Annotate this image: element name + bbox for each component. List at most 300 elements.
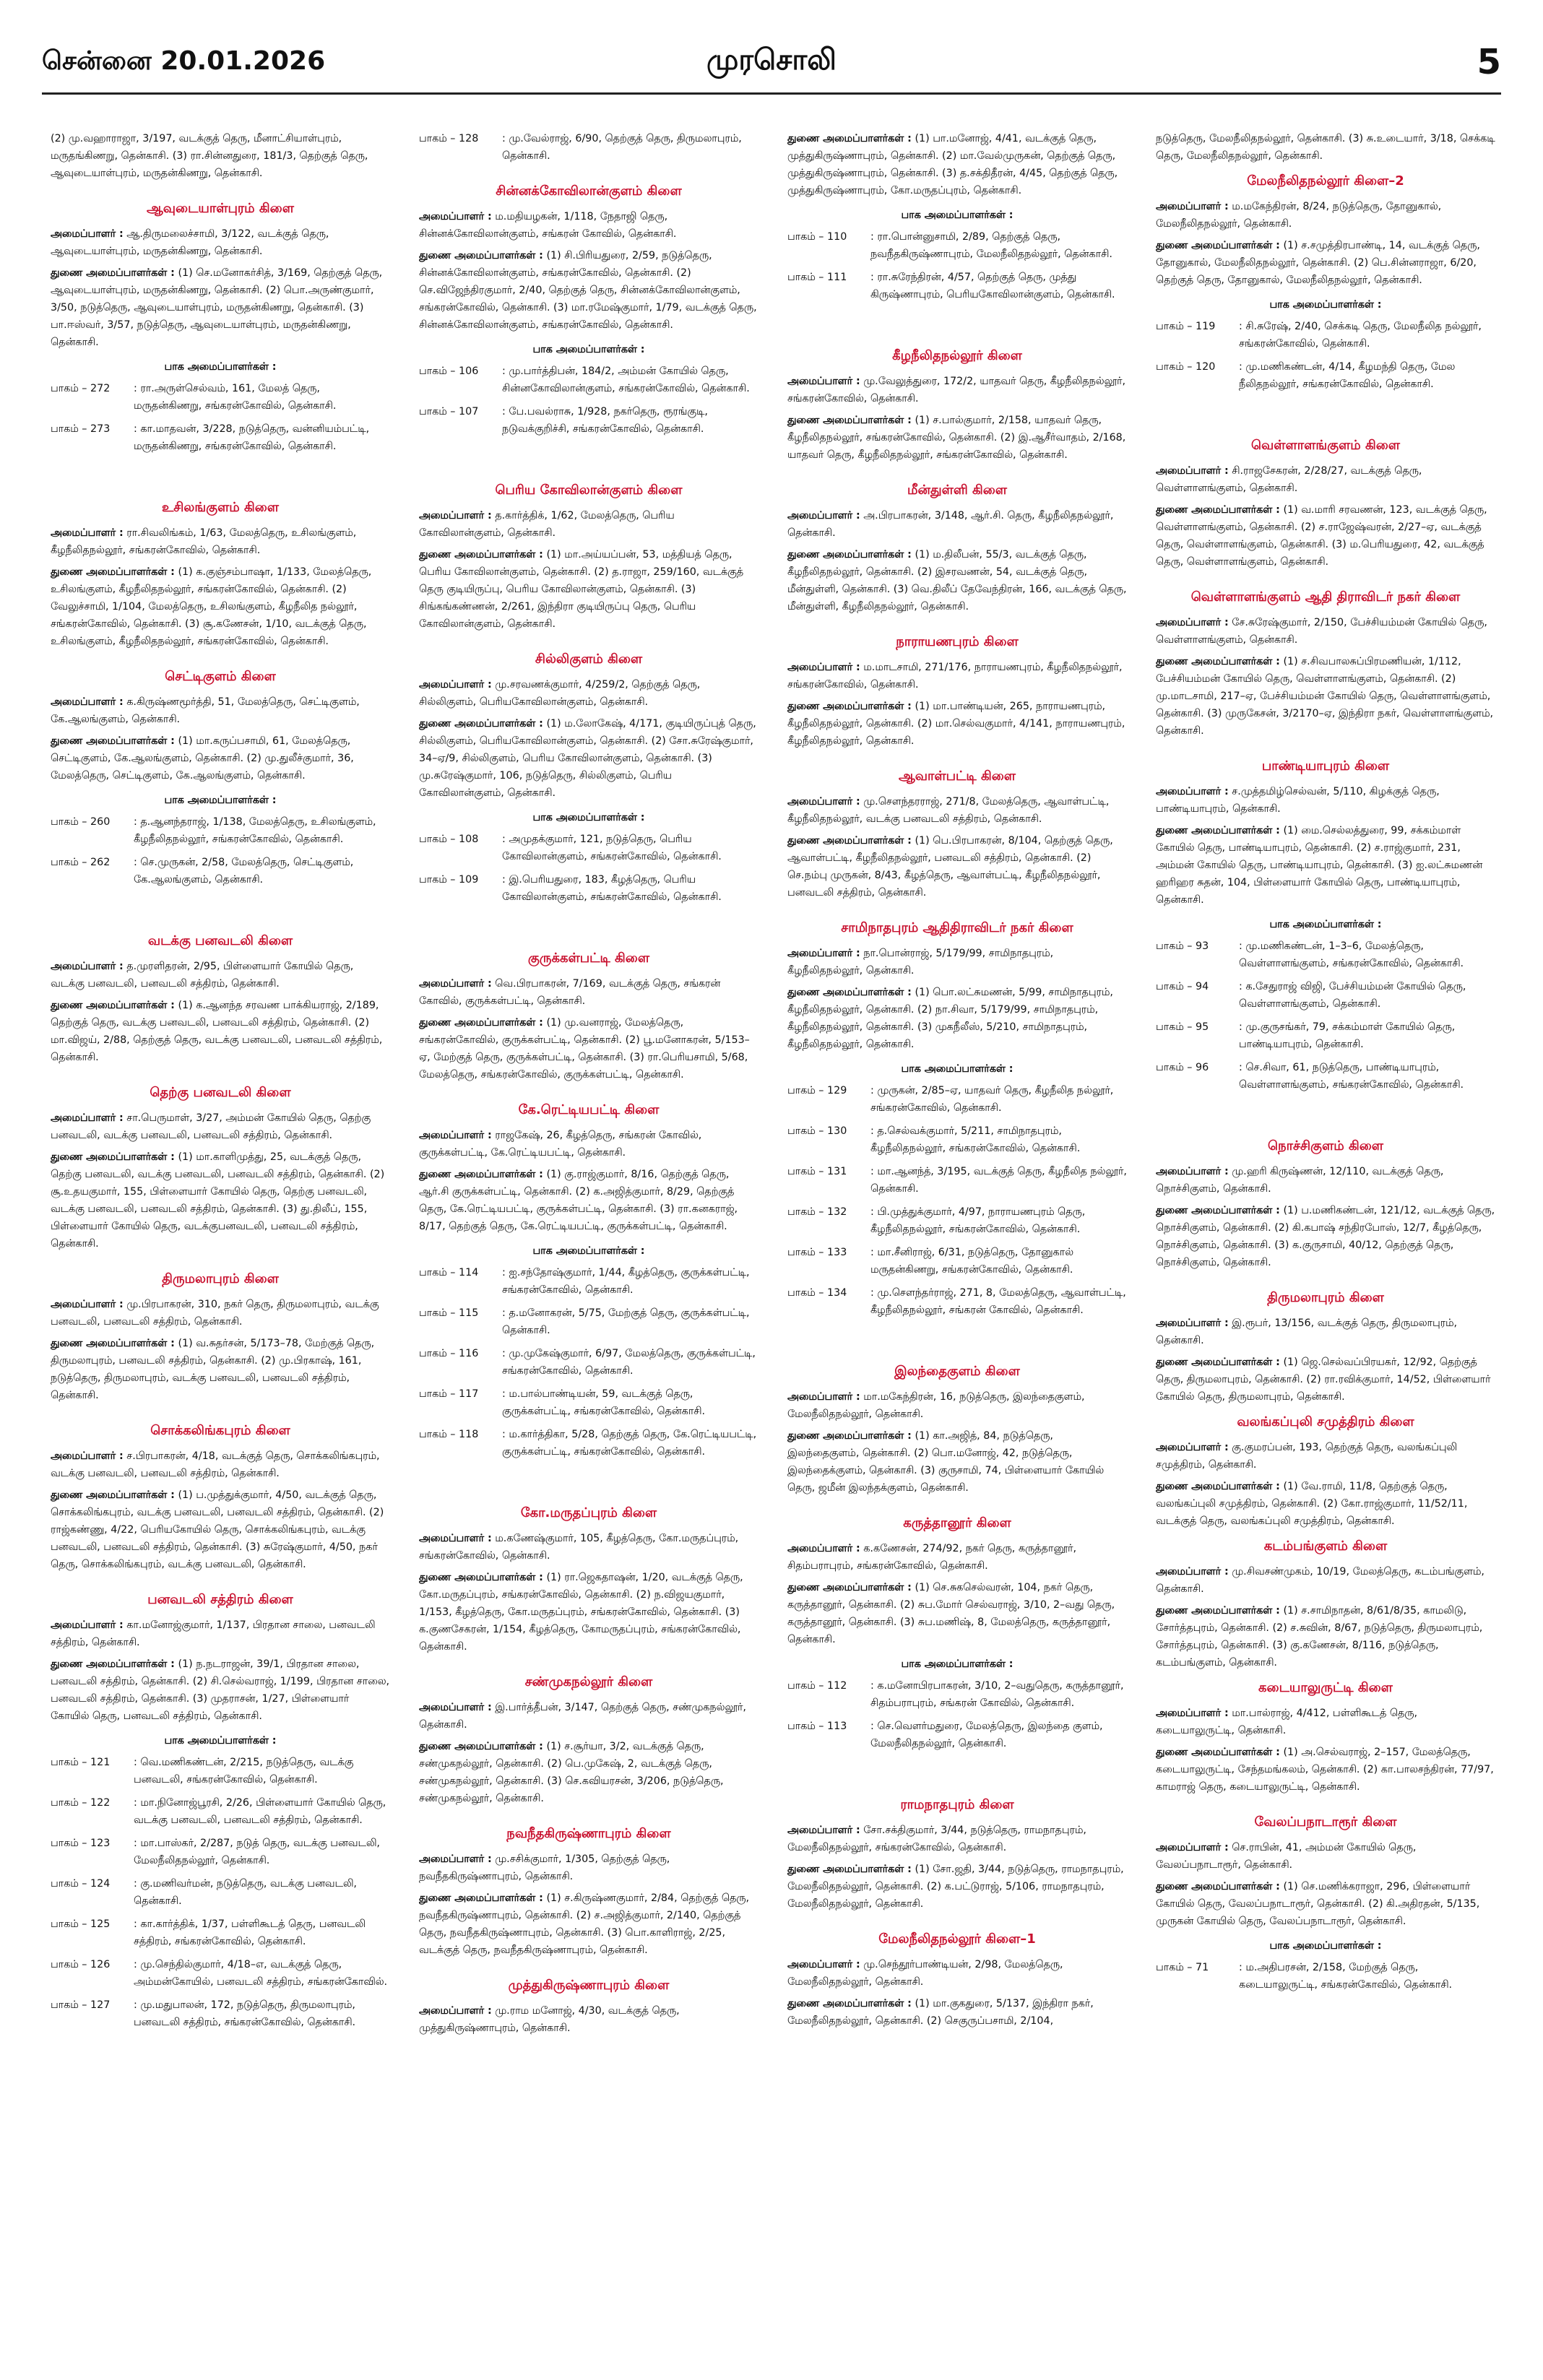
deputy-label: துணை அமைப்பாளர்கள் : (51, 1000, 175, 1011)
section-organizers-heading: பாக அமைப்பாளர்கள் : (901, 209, 1013, 221)
section-organizer: : கா.மாதவன், 3/228, நடுத்தெரு, வன்னியம்பட்டி, மருதன்கிணறு, சங்கரன்கோவில், தென்காசி. (134, 423, 370, 452)
entry-text: மு.சரவணக்குமார், 4/259/2, தெற்குத் தெரு, சில்லிகுளம், பெரியகோவிலான்குளம், தென்காசி. (419, 679, 701, 708)
entry-text: (1) செ.சுகசெல்வரன், 104, நகர் தெரு, கருத்தானூர், தென்காசி. (2) சுப.மோர் செல்வராஜ், 3/10, 2–வது தெரு, கருத்தானூர், தென்காசி. (3) சுப.மணிஷ், 8, மேலத்தெரு, கருத்தானூர், தென்காசி. (787, 1582, 1115, 1645)
spacer (51, 894, 390, 914)
deputy-label: துணை அமைப்பாளர்கள் : (787, 415, 912, 426)
section-organizers-heading: பாக அமைப்பாளர்கள் : (532, 344, 645, 355)
section-organizer: : மு.மதுபாலன், 172, நடுத்தெரு, திருமலாபுரம், பனவடலி சத்திரம், சங்கரன்கோவில், தென்காசி. (134, 1999, 356, 2028)
section-row (419, 403, 758, 438)
deputy-label: துணை அமைப்பாளர்கள் : (419, 718, 543, 730)
organizer-entry (51, 1109, 390, 1144)
organizer-label: அமைப்பாளர் : (787, 948, 860, 959)
deputy-organizers-entry (1156, 501, 1495, 571)
section-organizer: : மா.நினோஜ்பூரசி, 2/26, பிள்ளையார் கோயில் தெரு, வடக்கு பனவடலி, பனவடலி சத்திரம், தென்காசி. (134, 1797, 386, 1826)
entry-text: த.கார்த்திக், 1/62, மேலத்தெரு, பெரிய கோவிலான்குளம், தென்காசி. (419, 510, 675, 539)
organizer-entry (787, 507, 1127, 542)
deputy-organizers-entry (787, 412, 1127, 464)
organizer-label: அமைப்பாளர் : (51, 1112, 124, 1124)
section-number: பாகம் – 108 (419, 834, 479, 845)
section-number: பாகம் – 129 (787, 1085, 847, 1096)
organizer-entry (787, 945, 1127, 979)
section-number: பாகம் – 71 (1156, 1962, 1209, 1973)
entry-text: இ.ரூபர், 13/156, வடக்குத் தெரு, திருமலாபுரம், தென்காசி. (1156, 1317, 1458, 1346)
entry-text: (1) பா.மனோஜ், 4/41, வடக்குத் தெரு, முத்துகிருஷ்ணாபுரம், தென்காசி. (2) மா.வேல்முருகன், தெற்குத் தெரு, முத்துகிருஷ்ணாபுரம், தென்காசி. (3) த.சக்திதீரன், 4/45, தெற்குத் தெரு, முத்துகிருஷ்ணாபுரம், கோ.மருதப்புரம், தென்காசி. (787, 133, 1118, 196)
deputy-label: துணை அமைப்பாளர்கள் : (787, 987, 912, 998)
organizer-label: அமைப்பாளர் : (787, 662, 860, 673)
deputy-organizers-entry (51, 732, 390, 784)
section-number: பாகம் – 106 (419, 365, 479, 377)
branch-heading: சாமிநாதபுரம் ஆதிதிராவிடர் நகர் கிளை (841, 920, 1073, 935)
deputy-organizers-entry (787, 698, 1127, 750)
section-row (51, 1835, 390, 1869)
deputy-organizers-entry (787, 1861, 1127, 1913)
spacer (1156, 399, 1495, 419)
entry-text: (1) மா.குகதுரை, 5/137, இந்திரா நகர், மேலநீலிதநல்லூர், தென்காசி. (2) செகுருப்பசாமி, 2/104, (787, 1998, 1094, 2027)
entry-text: (1) ரா.ஜெகதாஷன், 1/20, வடக்குத் தெரு, கோ.மருதப்புரம், சங்கரன்கோவில், தென்காசி. (2) ந.விஜயகுமார், 1/153, கீழத்தெரு, கோ.மருதப்புரம், சங்கரன்கோவில், தென்காசி. (3) க.குணசேகரன், 1/154, கீழத்தெரு, கோமருதப்புரம், சங்கரன்கோவில், தென்காசி. (419, 1572, 743, 1653)
section-organizer: : மு.முகேஷ்குமார், 6/97, மேலத்தெரு, குருக்கள்பட்டி, சங்கரன்கோவில், தென்காசி. (502, 1348, 756, 1377)
section-row (51, 1956, 390, 1991)
organizer-entry (787, 1822, 1127, 1856)
organizer-entry (1156, 1163, 1495, 1198)
section-row (419, 871, 758, 906)
organizer-label: அமைப்பாளர் : (51, 961, 124, 972)
spacer (51, 461, 390, 481)
branch-heading: வேலப்பநாடாரூர் கிளை (1254, 1814, 1397, 1830)
organizer-entry (1156, 1563, 1495, 1598)
section-organizer: : மு.வேல்ராஜ், 6/90, தெற்குத் தெரு, திருமலாபுரம், தென்காசி. (502, 133, 742, 162)
deputy-organizers-entry (1156, 237, 1495, 289)
deputy-label: துணை அமைப்பாளர்கள் : (1156, 1881, 1280, 1892)
section-number: பாகம் – 122 (51, 1797, 111, 1809)
organizer-entry (419, 2002, 758, 2037)
deputy-label: துணை அமைப்பாளர்கள் : (51, 735, 175, 747)
organizer-entry (419, 507, 758, 542)
entry-text: மா.பால்ராஜ், 4/412, பள்ளிகூடத் தெரு, கடையாலுருட்டி, தென்காசி. (1156, 1708, 1418, 1736)
deputy-label: துணை அமைப்பாளர்கள் : (51, 1151, 175, 1163)
entry-text: (1) ச.சிவபாலசுப்பிரமணியன், 1/112, பேச்சியம்மன் கோயில் தெரு, வெள்ளாளங்குளம், தென்காசி. (2) மு.மாடசாமி, 217–ஏ, பேச்சியம்மன் கோயில் தெரு, வெள்ளாளங்குளம், தென்காசி. (3) முருகேசன், 3/2170–ஏ, இந்திரா நகர், வெள்ளாளங்குளம், தென்காசி. (1156, 656, 1494, 737)
deputy-label: துணை அமைப்பாளர்கள் : (787, 1582, 912, 1593)
organizer-label: அமைப்பாளர் : (51, 696, 124, 708)
section-row (787, 1284, 1127, 1319)
entry-text: ம.கணேஷ்குமார், 105, கீழத்தெரு, கோ.மருதப்புரம், சங்கரன்கோவில், தென்காசி. (419, 1533, 739, 1562)
organizer-entry (787, 1540, 1127, 1575)
organizer-label: அமைப்பாளர் : (1156, 465, 1229, 477)
section-organizer: : இ.பெரியதுரை, 183, கீழத்தெரு, பெரிய கோவிலான்குளம், சங்கரன்கோவில், தென்காசி. (502, 874, 722, 903)
section-organizer: : முருகன், 2/85–ஏ, யாதவர் தெரு, கீழநீலித நல்லூர், சங்கரன்கோவில், தென்காசி. (870, 1085, 1114, 1114)
organizer-entry (1156, 1315, 1495, 1349)
deputy-organizers-entry (787, 1995, 1127, 2030)
section-number: பாகம் – 113 (787, 1721, 847, 1732)
section-organizer: : மா.பாஸ்கர், 2/287, நடுத் தெரு, வடக்கு பனவடலி, மேலநீலிதநல்லூர், தென்காசி. (134, 1838, 380, 1866)
section-organizer: : மா.சீனிராஜ், 6/31, நடுத்தெரு, தோனுகால் மருதன்கிணறு, சங்கரன்கோவில், தென்காசி. (870, 1247, 1073, 1276)
organizer-entry (787, 1956, 1127, 1991)
entry-text: (1) மு.வனராஜ், மேலத்தெரு, சங்கரன்கோவில், குருக்கள்பட்டி, தென்காசி. (2) பூ.மனோகரன், 5/153–ஏ, மேற்குத் தெரு, குருக்கள்பட்டி, தென்காசி. (3) ரா.பெரியசாமி, 5/68, மேலத்தெரு, சங்கரன்கோவில், குருக்கள்பட்டி, தென்காசி. (419, 1017, 750, 1081)
deputy-organizers-entry (419, 1014, 758, 1083)
section-row (51, 1794, 390, 1829)
branch-heading: வெள்ளாளங்குளம் கிளை (1250, 438, 1401, 453)
deputy-label: துணை அமைப்பாளர்கள் : (419, 250, 543, 261)
entry-text: (1) ஜெ.செல்வப்பிரயகர், 12/92, தெற்குத் தெரு, திருமலாபுரம், தென்காசி. (2) ரா.ரவிக்குமார், 14/52, பிள்ளையார் கோயில் தெரு, திருமலாபுரம், தென்காசி. (1156, 1356, 1491, 1403)
entry-text: இ.பார்த்தீபன், 3/147, தெற்குத் தெரு, சண்முகநல்லூர், தென்காசி. (419, 1702, 746, 1731)
deputy-label: துணை அமைப்பாளர்கள் : (1156, 1356, 1280, 1368)
deputy-label: துணை அமைப்பாளர்கள் : (419, 1017, 543, 1029)
section-row (787, 1244, 1127, 1278)
organizer-entry (419, 1851, 758, 1885)
deputy-organizers-entry (51, 563, 390, 650)
entry-text: (1) வே.ராமி, 11/8, தெற்குத் தெரு, வலங்கப்புலி சமுத்திரம், தென்காசி. (2) கோ.ராஜ்குமார், 11/52/11, வடக்குத் தெரு, வலங்கப்புலி சமுத்திரம், தென்காசி. (1156, 1481, 1468, 1527)
entry-text: (1) ம.திலீபன், 55/3, வடக்குத் தெரு, கீழநீலிதநல்லூர், தென்காசி. (2) இசரவணன், 54, வடக்குத் தெரு, மீன்துள்ளி, தென்காசி. (3) வெ.திலீப் தேவேந்திரன், 166, வடக்குத் தெரு, மீன்துள்ளி, கீழநீலிதநல்லூர், தென்காசி. (787, 549, 1127, 613)
section-row (787, 1163, 1127, 1198)
entry-text: சா.பெருமாள், 3/27, அம்மன் கோயில் தெரு, தெற்கு பனவடலி, வடக்கு பனவடலி, பனவடலி சத்திரம், தென்காசி. (51, 1112, 371, 1141)
spacer (419, 443, 758, 464)
section-row (419, 130, 758, 165)
section-row (419, 831, 758, 865)
deputy-label: துணை அமைப்பாளர்கள் : (419, 1741, 543, 1752)
section-organizer: : ரா.அருள்செல்வம், 161, மேலத் தெரு, மருதன்கிணறு, சங்கரன்கோவில், தென்காசி. (134, 383, 337, 412)
section-row (1156, 978, 1495, 1013)
entry-text: (1) மை.செல்லத்துரை, 99, சக்கம்மாள் கோயில் தெரு, பாண்டியாபுரம், தென்காசி. (2) ச.ராஜ்குமார், 231, அம்மன் கோயில் தெரு, பாண்டியாபுரம், தென்காசி. (3) ஐ.லட்சுமணன் ஹரிஹர சுதன், 104, பிள்ளையார் கோயில் தெரு, பாண்டியாபுரம், தென்காசி. (1156, 825, 1483, 906)
organizer-label: அமைப்பாளர் : (419, 510, 492, 522)
entry-text: ம.மகேந்திரன், 8/24, நடுத்தெரு, தோனுகால், மேலநீலிதநல்லூர், தென்காசி. (1156, 201, 1442, 230)
section-number: பாகம் – 132 (787, 1206, 847, 1218)
spacer (787, 1325, 1127, 1345)
organizer-label: அமைப்பாளர் : (1156, 201, 1229, 212)
deputy-organizers-entry (1156, 822, 1495, 909)
section-organizer: : மு.மணிகண்டன், 1–3–6, மேலத்தெரு, வெள்ளாளங்குளம், சங்கரன்கோவில், தென்காசி. (1239, 940, 1464, 969)
branch-heading: கே.ரெட்டியபட்டி கிளை (518, 1102, 660, 1117)
section-number: பாகம் – 93 (1156, 940, 1209, 952)
organizer-entry (419, 676, 758, 711)
entry-text: அ.பிரபாகரன், 3/148, ஆர்.சி. தெரு, கீழநீலிதநல்லூர், தென்காசி. (787, 510, 1114, 539)
organizer-entry (51, 693, 390, 728)
section-number: பாகம் – 121 (51, 1757, 111, 1768)
deputy-organizers-entry (1156, 1478, 1495, 1530)
entry-text: (1) ச.பால்குமார், 2/158, யாதவர் தெரு, கீழநீலிதநல்லூர், சங்கரன்கோவில், தென்காசி. (2) இ.ஆசீர்வாதம், 2/168, யாதவர் தெரு, கீழநீலிதநல்லூர், சங்கரன்கோவில், தென்காசி. (787, 415, 1126, 461)
branch-heading: தெற்கு பனவடலி கிளை (150, 1085, 291, 1100)
section-number: பாகம் – 109 (419, 874, 479, 886)
entry-text: நா.பொன்ராஜ், 5/179/99, சாமிநாதபுரம், கீழநீலிதநல்லூர், தென்காசி. (787, 948, 1054, 977)
section-number: பாகம் – 260 (51, 816, 111, 828)
organizer-label: அமைப்பாளர் : (419, 2005, 492, 2017)
branch-heading: கடையாலுருட்டி கிளை (1258, 1680, 1393, 1695)
organizer-entry (51, 225, 390, 260)
deputy-organizers-entry (787, 546, 1127, 615)
deputy-organizers-entry (787, 1579, 1127, 1648)
entry-text: (1) வ.மாரி சரவணன், 123, வடக்குத் தெரு, வெள்ளாளங்குளம், தென்காசி. (2) ச.ராஜேஷ்வரன், 2/27–ஏ, வடக்குத் தெரு, வெள்ளாளங்குளம், தென்காசி. (3) ம.பெரியதுரை, 42, வடக்குத் தெரு, வெள்ளாளங்குளம், தென்காசி. (1156, 504, 1487, 568)
section-row (51, 420, 390, 455)
deputy-label: துணை அமைப்பாளர்கள் : (787, 701, 912, 712)
section-row (787, 1122, 1127, 1157)
deputy-organizers-entry (787, 984, 1127, 1053)
section-organizer: : க.சேதுராஜ் விஜி, பேச்சியம்மன் கோயில் தெரு, வெள்ளாளங்குளம், தென்காசி. (1239, 981, 1466, 1010)
entry-text: (1) மா.கருப்பசாமி, 61, மேலத்தெரு, செட்டிகுளம், கே.ஆலங்குளம், தென்காசி. (2) மு.துலீச்குமார், 36, மேலத்தெரு, செட்டிகுளம், கே.ஆலங்குளம், தென்காசி. (51, 735, 354, 782)
organizer-entry (419, 1530, 758, 1565)
branch-heading: திருமலாபுரம் கிளை (162, 1271, 279, 1286)
deputy-organizers-entry (787, 832, 1127, 901)
entry-text: (1) ப.முத்துக்குமார், 4/50, வடக்குத் தெரு, சொக்கலிங்கபுரம், வடக்கு பனவடலி, பனவடலி சத்திரம், தென்காசி. (2) ராஜ்கண்ணு, 4/22, பெரியகோயில் தெரு, சொக்கலிங்கபுரம், வடக்கு பனவடலி, பனவடலி சத்திரம், தென்காசி. (3) சுரேஷ்குமார், 4/50, நகர் தெரு, சொக்கலிங்கபுரம், வடக்கு பனவடலி, தென்காசி. (51, 1489, 384, 1570)
branch-heading: ராமநாதபுரம் கிளை (900, 1797, 1014, 1812)
entry-text: (1) ம.லோகேஷ், 4/171, குடியிருப்புத் தெரு, சில்லிகுளம், பெரியகோவிலான்குளம், தென்காசி. (2) சோ.சுரேஷ்குமார், 34–ஏ/9, சில்லிகுளம், பெரிய கோவிலான்குளம், தென்காசி. (3) மு.சுரேஷ்குமார், 106, நடுத்தெரு, சில்லிகுளம், பெரிய கோவிலான்குளம், தென்காசி. (419, 718, 756, 799)
entry-text: மு.சசிக்குமார், 1/305, தெற்குத் தெரு, நவநீதகிருஷ்ணாபுரம், தென்காசி. (419, 1853, 670, 1882)
organizer-label: அமைப்பாளர் : (1156, 1442, 1229, 1453)
spacer (1156, 1099, 1495, 1120)
section-organizer: : ஐ.சந்தோஷ்குமார், 1/44, கீழத்தெரு, குருக்கள்பட்டி, சங்கரன்கோவில், தென்காசி. (502, 1267, 750, 1296)
branch-heading: ஆவுடையாள்புரம் கிளை (147, 201, 294, 216)
section-row (419, 1426, 758, 1461)
deputy-organizers-entry (1156, 1744, 1495, 1796)
deputy-label: துணை அமைப்பாளர்கள் : (1156, 504, 1280, 516)
organizer-entry (1156, 1705, 1495, 1739)
organizer-label: அமைப்பாளர் : (419, 1702, 492, 1713)
section-organizer: : மா.ஆனந்த், 3/195, வடக்குத் தெரு, கீழநீலித நல்லூர், தென்காசி. (870, 1166, 1127, 1195)
deputy-label: துணை அமைப்பாளர்கள் : (787, 549, 912, 561)
branch-heading: மீன்துள்ளி கிளை (907, 483, 1008, 498)
section-number: பாகம் – 131 (787, 1166, 847, 1177)
entry-text: மு.பிரபாகரன், 310, நகர் தெரு, திருமலாபுரம், வடக்கு பனவடலி, பனவடலி சத்திரம், தென்காசி. (51, 1299, 379, 1328)
paragraph: நடுத்தெரு, மேலநீலிதநல்லூர், தென்காசி. (3) சு.உடையார், 3/18, செக்கடி தெரு, மேலநீலிதநல்லூர், தென்காசி. (1156, 133, 1495, 162)
section-row (1156, 1959, 1495, 1994)
organizer-entry (51, 1448, 390, 1482)
branch-heading: கருத்தானூர் கிளை (903, 1515, 1011, 1531)
section-organizers-heading: பாக அமைப்பாளர்கள் : (532, 812, 645, 823)
entry-text: (1) மா.காளிமுத்து, 25, வடக்குத் தெரு, தெற்கு பனவடலி, வடக்கு பனவடலி, பனவடலி சத்திரம், தென்காசி. (2) சூ.உதயகுமார், 155, பிள்ளையார் கோயில் தெரு, தெற்கு பனவடலி, வடக்கு பனவடலி, பனவடலி சத்திரம், தென்காசி. (3) து.திலீப், 155, பிள்ளையார் கோயில் தெரு, வடக்குபனவடலி, பனவடலி சத்திரம், தென்காசி. (51, 1151, 385, 1250)
section-number: பாகம் – 95 (1156, 1021, 1209, 1033)
organizer-entry (1156, 783, 1495, 818)
deputy-label: துணை அமைப்பாளர்கள் : (51, 566, 175, 578)
entry-text: வெ.பிரபாகரன், 7/169, வடக்குத் தெரு, சங்கரன் கோவில், குருக்கள்பட்டி, தென்காசி. (419, 978, 721, 1007)
section-organizer: : கா.கார்த்திக், 1/37, பள்ளிகூடத் தெரு, பனவடலி சத்திரம், சங்கரன்கோவில், தென்காசி. (134, 1918, 366, 1947)
deputy-organizers-entry (419, 715, 758, 802)
entry-text: (1) மா.பாண்டியன், 265, நாராயணபுரம், கீழநீலிதநல்லூர், தென்காசி. (2) மா.செல்வகுமார், 4/141, நாராயணபுரம், கீழநீலிதநல்லூர், தென்காசி. (787, 701, 1125, 747)
branch-heading: சொக்கலிங்கபுரம் கிளை (150, 1423, 290, 1438)
section-row (787, 228, 1127, 263)
section-organizer: : சி.சுரேஷ், 2/40, செக்கடி தெரு, மேலநீலித நல்லூர், சங்கரன்கோவில், தென்காசி. (1239, 321, 1482, 350)
section-organizer: : மு.பார்த்திபன், 184/2, அம்மன் கோயில் தெரு, சின்னகோவிலான்குளம், சங்கரன்கோவில், தென்காசி. (502, 365, 750, 394)
section-row (51, 854, 390, 888)
deputy-label: துணை அமைப்பாளர்கள் : (787, 133, 912, 144)
section-organizer: : ரா.சுரேந்திரன், 4/57, தெற்குத் தெரு, முத்து கிருஷ்ணாபுரம், பெரியகோவிலான்குளம், தென்காசி. (870, 272, 1115, 300)
section-organizer: : ம.கார்த்திகா, 5/28, தெற்குத் தெரு, கே.ரெட்டியபட்டி, குருக்கள்பட்டி, சங்கரன்கோவில், தென்காசி. (502, 1429, 757, 1458)
section-row (419, 1385, 758, 1420)
section-organizer: : ம.பால்பாண்டியன், 59, வடக்குத் தெரு, குருக்கள்பட்டி, சங்கரன்கோவில், தென்காசி. (502, 1388, 706, 1417)
entry-text: ராஜகேஷ், 26, கீழத்தெரு, சங்கரன் கோவில், குருக்கள்பட்டி, கே.ரெட்டியபட்டி, தென்காசி. (419, 1130, 702, 1159)
entry-text: மு.ஹரி கிருஷ்ணன், 12/110, வடக்குத் தெரு, நொச்சிகுளம், தென்காசி. (1156, 1166, 1444, 1195)
organizer-entry (419, 208, 758, 243)
section-organizer: : செ.முருகன், 2/58, மேலத்தெரு, செட்டிகுளம், கே.ஆலங்குளம், தென்காசி. (134, 857, 354, 886)
section-organizers-heading: பாக அமைப்பாளர்கள் : (532, 1245, 645, 1257)
branch-heading: கோ.மருதப்புரம் கிளை (520, 1505, 657, 1520)
section-row (1156, 318, 1495, 352)
section-row (51, 813, 390, 848)
section-organizers-heading: பாக அமைப்பாளர்கள் : (1269, 919, 1382, 930)
deputy-label: துணை அமைப்பாளர்கள் : (787, 1430, 912, 1442)
deputy-organizers-entry (419, 1166, 758, 1235)
deputy-organizers-entry (1156, 1602, 1495, 1671)
deputy-label: துணை அமைப்பாளர்கள் : (1156, 1205, 1280, 1216)
branch-heading: ஆவாள்பட்டி கிளை (899, 769, 1016, 784)
deputy-label: துணை அமைப்பாளர்கள் : (1156, 1481, 1280, 1492)
organizer-label: அமைப்பாளர் : (419, 1533, 492, 1544)
entry-text: (1) ச.கிருஷ்ணகுமார், 2/84, தெற்குத் தெரு, நவநீதகிருஷ்ணாபுரம், தென்காசி. (2) ச.அஜித்குமார், 2/140, தெற்குத் தெரு, நவநீதகிருஷ்ணாபுரம், தென்காசி. (3) பொ.காளிராஜ், 2/25, வடக்குத் தெரு, நவநீதகிருஷ்ணாபுரம், தென்காசி. (419, 1892, 750, 1956)
deputy-label: துணை அமைப்பாளர்கள் : (51, 267, 175, 279)
organizer-label: அமைப்பாளர் : (51, 1619, 124, 1631)
deputy-label: துணை அமைப்பாளர்கள் : (1156, 656, 1280, 667)
section-organizer: : ரா.பொன்னுசாமி, 2/89, தெற்குத் தெரு, நவநீதகிருஷ்ணாபுரம், மேலநீலிதநல்லூர், தென்காசி. (870, 231, 1112, 260)
entry-text: (1) ப.மணிகண்டன், 121/12, வடக்குத் தெரு, நொச்சிகுளம், தென்காசி. (2) கி.கபாஷ் சந்திரபோஸ், 12/7, கீழத்தெரு, நொச்சிகுளம், தென்காசி. (3) க.குருசாமி, 40/12, தெற்குத் தெரு, நொச்சிகுளம், தென்காசி. (1156, 1205, 1495, 1268)
newspaper-name: முரசொலி (706, 43, 837, 77)
organizer-entry (1156, 462, 1495, 497)
deputy-label: துணை அமைப்பாளர்கள் : (1156, 825, 1280, 836)
section-number: பாகம் – 117 (419, 1388, 479, 1400)
page-number: 5 (1477, 42, 1501, 82)
organizer-entry (51, 1617, 390, 1651)
section-number: பாகம் – 94 (1156, 981, 1209, 992)
section-organizer: : த.செல்வக்குமார், 5/211, சாமிநாதபுரம், கீழநீலிதநல்லூர், சங்கரன்கோவில், தென்காசி. (870, 1125, 1081, 1154)
section-organizer: : பே.பவல்ராசு, 1/928, நகர்தெரு, ரூரங்குடி, நடுவக்குறிச்சி, சங்கரன்கோவில், தென்காசி. (502, 406, 708, 435)
paragraph: (2) மு.வஹாராஜா, 3/197, வடக்குத் தெரு, மீனாட்சியாள்புரம், மருதங்கிணறு, தென்காசி. (3) ரா.சின்னதுரை, 181/3, தெற்குத் தெரு, ஆவுடையாள்புரம், மருதன்கிணறு, தென்காசி. (51, 133, 368, 179)
entry-text: ம.மாடசாமி, 271/176, நாராயணபுரம், கீழநீலிதநல்லூர், சங்கரன்கோவில், தென்காசி. (787, 662, 1123, 691)
deputy-organizers-entry (51, 1656, 390, 1725)
section-row (51, 1754, 390, 1788)
entry-text: (1) வ.சுதர்சன், 5/173–78, மேற்குத் தெரு, திருமலாபுரம், பனவடலி சத்திரம், தென்காசி. (2) மு.பிரகாஷ், 161, நடுத்தெரு, திருமலாபுரம், வடக்கு பனவடலி, பனவடலி சத்திரம், தென்காசி. (51, 1338, 375, 1401)
section-number: பாகம் – 262 (51, 857, 111, 868)
column-3 (787, 130, 1127, 2362)
deputy-label: துணை அமைப்பாளர்கள் : (787, 835, 912, 847)
branch-heading: பனவடலி சத்திரம் கிளை (147, 1592, 293, 1607)
entry-text: (1) பொ.லட்சுமணன், 5/99, சாமிநாதபுரம், கீழநீலிதநல்லூர், தென்காசி. (2) நா.சிவா, 5/179/99, சாமிநாதபுரம், கீழநீலிதநல்லூர், தென்காசி. (3) முகநீலீஸ், 5/210, சாமிநாதபுரம், கீழநீலிதநல்லூர், தென்காசி. (787, 987, 1113, 1050)
section-organizer: : மு.செளந்தர்ராஜ், 271, 8, மேலத்தெரு, ஆவாள்பட்டி, கீழநீலிதநல்லூர், சங்கரன் கோவில், தென்காசி. (870, 1287, 1126, 1316)
column-1 (51, 130, 390, 2362)
section-organizer: : மு.குருசங்கர், 79, சக்கம்மாள் கோயில் தெரு, பாண்டியாபுரம், தென்காசி. (1239, 1021, 1456, 1050)
section-number: பாகம் – 116 (419, 1348, 479, 1359)
section-row (1156, 358, 1495, 393)
section-row (1156, 1059, 1495, 1094)
entry-text: (1) கா.அஜித், 84, நடுத்தெரு, இலந்தைகுளம், தென்காசி. (2) பொ.மனோஜ், 42, நடுத்தெரு, இலந்தைக்குளம், தென்காசி. (3) குருசாமி, 74, பிள்ளையார் கோயில் தெரு, ஜமீன் இலந்தக்குளம், தென்காசி. (787, 1430, 1105, 1494)
section-organizers-heading: பாக அமைப்பாளர்கள் : (1269, 1940, 1382, 1952)
section-organizer: : அமுதக்குமார், 121, நடுத்தெரு, பெரிய கோவிலான்குளம், சங்கரன்கோவில், தென்காசி. (502, 834, 722, 862)
section-row (787, 1082, 1127, 1117)
entry-text: (1) அ.செல்வராஜ், 2–157, மேலத்தெரு, கடையாலுருட்டி, சேந்தமங்கலம், தென்காசி. (2) கா.பாலசந்திரன், 77/97, காமராஜ் தெரு, கடையாலுருட்டி, தென்காசி. (1156, 1747, 1494, 1793)
entry-text: (1) ச.சூர்யா, 3/2, வடக்குத் தெரு, சண்முகநல்லூர், தென்காசி. (2) பெ.முகேஷ், 2, வடக்குத் தெரு, சண்முகநல்லூர், தென்காசி. (3) செ.கவியரசன், 3/206, நடுத்தெரு, சண்முகநல்லூர், தென்காசி. (419, 1741, 724, 1804)
organizer-label: அமைப்பாளர் : (1156, 1166, 1229, 1177)
entry-text: மா.மகேந்திரன், 16, நடுத்தெரு, இலந்தைகுளம், மேலநீலிதநல்லூர், தென்காசி. (787, 1391, 1085, 1420)
organizer-label: அமைப்பாளர் : (1156, 617, 1229, 628)
section-number: பாகம் – 123 (51, 1838, 111, 1849)
organizer-entry (51, 958, 390, 992)
organizer-entry (1156, 614, 1495, 649)
section-row (787, 1718, 1127, 1752)
section-number: பாகம் – 124 (51, 1878, 111, 1890)
entry-text: (1) கு.ராஜ்குமார், 8/16, தெற்குத் தெரு, ஆர்.சி குருக்கள்பட்டி, தென்காசி. (2) க.அஜித்குமார், 8/29, தெற்குத் தெரு, கே.ரெட்டியபட்டி, குருக்கள்பட்டி, தென்காசி. (3) ரா.கனகராஜ், 8/17, தெற்குத் தெரு, கே.ரெட்டியபட்டி, குருக்கள்பட்டி, தென்காசி. (419, 1169, 738, 1232)
deputy-organizers-entry (419, 1890, 758, 1959)
entry-text: சி.ராஜசேகரன், 2/28/27, வடக்குத் தெரு, வெள்ளாளங்குளம், தென்காசி. (1156, 465, 1422, 494)
section-row (51, 380, 390, 415)
organizer-label: அமைப்பாளர் : (787, 510, 860, 522)
organizer-label: அமைப்பாளர் : (419, 679, 492, 691)
organizer-entry (419, 975, 758, 1010)
section-number: பாகம் – 119 (1156, 321, 1216, 332)
deputy-label: துணை அமைப்பாளர்கள் : (419, 1892, 543, 1904)
section-organizers-heading: பாக அமைப்பாளர்கள் : (164, 1735, 277, 1747)
section-row (1156, 1018, 1495, 1053)
organizer-label: அமைப்பாளர் : (1156, 786, 1229, 797)
deputy-organizers-entry (419, 1738, 758, 1807)
deputy-organizers-entry (419, 1569, 758, 1656)
branch-heading: நவநீதகிருஷ்ணாபுரம் கிளை (506, 1826, 671, 1841)
deputy-label: துணை அமைப்பாளர்கள் : (51, 1489, 175, 1501)
section-organizer: : க.மனோபிரபாகரன், 3/10, 2–வதுதெரு, கருத்தானூர், சிதம்பராபுரம், சங்கரன் கோவில், தென்காசி. (870, 1680, 1124, 1709)
organizer-label: அமைப்பாளர் : (787, 376, 860, 387)
deputy-organizers-entry (51, 264, 390, 351)
entry-text: (1) ச.சாமிநாதன், 8/61/8/35, காமலிடு, சோர்த்தபுரம், தென்காசி. (2) ச.சுவின், 8/67, நடுத்தெரு, திருமலாபுரம், சோர்த்தபுரம், தென்காசி. (3) கு.கணேசன், 8/116, நடுத்தெரு, கடம்பங்குளம், தென்காசி. (1156, 1605, 1483, 1669)
edition-date: சென்னை 20.01.2026 (42, 46, 326, 76)
organizer-entry (1156, 1839, 1495, 1874)
section-row (787, 1203, 1127, 1238)
section-number: பாகம் – 112 (787, 1680, 847, 1692)
entry-text: (1) சி.பிரியதுரை, 2/59, நடுத்தெரு, சின்னக்கோவிலான்குளம், சங்கரன்கோவில், தென்காசி. (2) செ.விஜேந்திரகுமார், 2/40, தெற்குத் தெரு, சின்னக்கோவிலான்குளம், சங்கரன்கோவில், தென்காசி. (3) மா.ரமேஷ்குமார், 1/79, வடக்குத் தெரு, சின்னக்கோவிலான்குளம், சங்கரன்கோவில், தென்காசி. (419, 250, 757, 331)
section-number: பாகம் – 130 (787, 1125, 847, 1137)
entry-text: (1) மா.அய்யப்பன், 53, மத்தியத் தெரு, பெரிய கோவிலான்குளம், தென்காசி. (2) த.ராஜா, 259/160, வடக்குத் தெரு குடியிருப்பு, பெரிய கோவிலான்குளம், தென்காசி. (3) சிங்கங்கண்ணன், 2/261, இந்திரா குடியிருப்பு தெரு, பெரிய கோவிலான்குளம், தென்காசி. (419, 549, 744, 630)
section-organizer: : த.ஆனந்தராஜ், 1/138, மேலத்தெரு, உசிலங்குளம், கீழநீலிதநல்லூர், சங்கரன்கோவில், தென்காசி. (134, 816, 376, 845)
organizer-entry (419, 1127, 758, 1161)
section-number: பாகம் – 125 (51, 1918, 111, 1930)
entry-text: ஆ.திருமலைச்சாமி, 3/122, வடக்குத் தெரு, ஆவுடையாள்புரம், மருதன்கிணறு, தென்காசி. (51, 228, 329, 257)
branch-heading: உசிலங்குளம் கிளை (161, 500, 280, 515)
branch-heading: வடக்கு பனவடலி கிளை (147, 933, 293, 948)
entry-text: மு.ராம மனோஜ், 4/30, வடக்குத் தெரு, முத்துகிருஷ்ணாபுரம், தென்காசி. (419, 2005, 680, 2034)
section-organizer: : செ.வெளர்மதுரை, மேலத்தெரு, இலந்தை குளம், மேலநீலிதநல்லூர், தென்காசி. (870, 1721, 1103, 1749)
deputy-organizers-entry (1156, 653, 1495, 740)
section-organizers-heading: பாக அமைப்பாளர்கள் : (164, 361, 277, 373)
branch-heading: திருமலாபுரம் கிளை (1267, 1290, 1384, 1305)
deputy-organizers-entry (51, 1335, 390, 1404)
section-organizer: : செ.சிவா, 61, நடுத்தெரு, பாண்டியாபுரம், வெள்ளாளங்குளம், சங்கரன்கோவில், தென்காசி. (1239, 1062, 1464, 1091)
spacer (419, 912, 758, 932)
section-number: பாகம் – 272 (51, 383, 111, 394)
deputy-label: துணை அமைப்பாளர்கள் : (787, 1998, 912, 2009)
organizer-label: அமைப்பாளர் : (419, 1853, 492, 1865)
entry-text: (1) க.குஞ்சம்பாஷா, 1/133, மேலத்தெரு, உசிலங்குளம், கீழநீலிதநல்லூர், சங்கரன்கோவில், தென்காசி. (2) வேலுச்சாமி, 1/104, மேலத்தெரு, உசிலங்குளம், கீழநீலித நல்லூர், சங்கரன்கோவில், தென்காசி. (3) சூ.கணேசன், 1/10, வடக்குத் தெரு, உசிலங்குளம், கீழநீலிதநல்லூர், சங்கரன்கோவில், தென்காசி. (51, 566, 372, 647)
organizer-entry (419, 1699, 758, 1734)
section-organizer: : வெ.மணிகண்டன், 2/215, நடுத்தெரு, வடக்கு பனவடலி, சங்கரன்கோவில், தென்காசி. (134, 1757, 354, 1786)
section-number: பாகம் – 107 (419, 406, 479, 417)
organizer-label: அமைப்பாளர் : (51, 1450, 124, 1462)
masthead (42, 42, 1501, 95)
deputy-label: துணை அமைப்பாளர்கள் : (787, 1864, 912, 1875)
branch-heading: குருக்கள்பட்டி கிளை (527, 951, 650, 966)
column-4 (1156, 130, 1495, 2362)
section-organizers-heading: பாக அமைப்பாளர்கள் : (164, 795, 277, 806)
organizer-label: அமைப்பாளர் : (419, 1130, 492, 1141)
entry-text: க.கிருஷ்ணமூர்த்தி, 51, மேலத்தெரு, செட்டிகுளம், கே.ஆலங்குளம், தென்காசி. (51, 696, 360, 725)
entry-text: (1) செ.மனோகர்சித், 3/169, தெற்குத் தெரு, ஆவுடையாள்புரம், மருதன்கிணறு, தென்காசி. (2) பொ.அருண்குமார், 3/50, நடுத்தெரு, ஆவுடையாள்புரம், மருதன்கிணறு, தென்காசி. (3) பா.ஈஸ்வர், 3/57, நடுத்தெரு, ஆவுடையாள்புரம், மருதன்கிணறு, தென்காசி. (51, 267, 383, 348)
deputy-label: துணை அமைப்பாளர்கள் : (419, 1169, 543, 1180)
deputy-organizers-entry (419, 247, 758, 334)
deputy-label: துணை அமைப்பாளர்கள் : (1156, 1747, 1280, 1758)
entry-text: (1) ந.நடராஜன், 39/1, பிரதான சாலை, பனவடலி சத்திரம், தென்காசி. (2) சி.செல்வராஜ், 1/199, பிரதான சாலை, பனவடலி சத்திரம், தென்காசி. (3) முதராசன், 1/27, பிள்ளையார் கோயில் தெரு, பனவடலி சத்திரம், தென்காசி. (51, 1658, 390, 1722)
section-organizers-heading: பாக அமைப்பாளர்கள் : (901, 1063, 1013, 1075)
organizer-label: அமைப்பாளர் : (51, 228, 124, 240)
organizer-entry (787, 793, 1127, 828)
branch-heading: கடம்பங்குளம் கிளை (1263, 1539, 1388, 1554)
section-organizer: : மு.செந்தில்குமார், 4/18–எ, வடக்குத் தெரு, அம்மன்கோயில், பனவடலி சத்திரம், சங்கரன்கோவில். (134, 1959, 388, 1988)
section-number: பாகம் – 128 (419, 133, 479, 144)
organizer-entry (1156, 198, 1495, 233)
section-number: பாகம் – 115 (419, 1307, 479, 1319)
branch-heading: செட்டிகுளம் கிளை (165, 669, 276, 684)
section-number: பாகம் – 110 (787, 231, 847, 243)
branch-heading: சண்முகநல்லூர் கிளை (524, 1674, 653, 1689)
